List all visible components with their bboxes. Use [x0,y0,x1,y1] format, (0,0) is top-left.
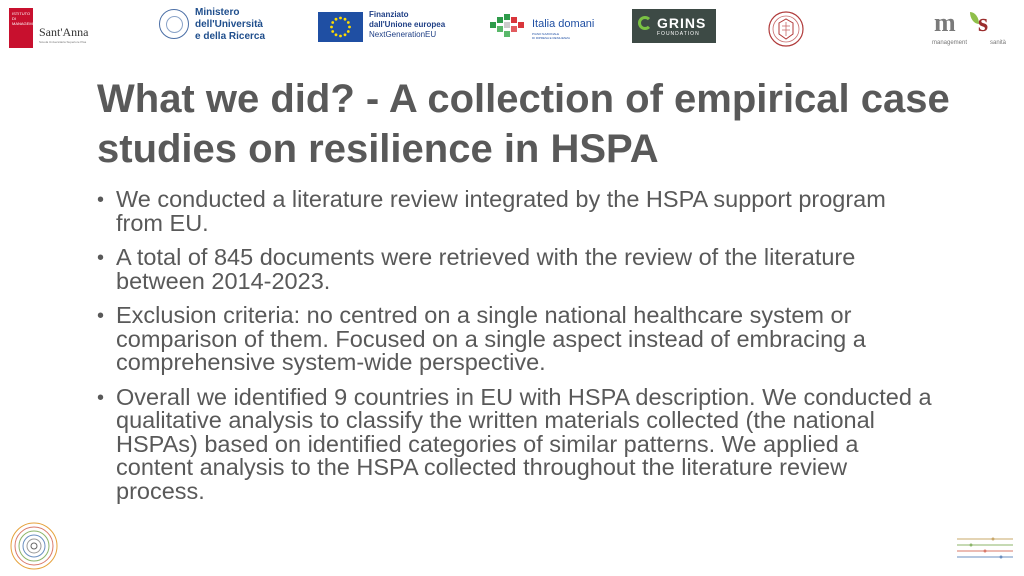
ministry-line-2: dell'Università [195,19,263,30]
university-seal-icon [764,10,808,48]
italia-domani-sub [532,32,570,40]
santanna-logo-red-block [9,8,41,48]
bullet-item: • We conducted a literature review integrated by the HSPA support program from EU. [97,188,937,235]
italia-sub-line-2: DI RIPRESA E RESILIENZA [532,36,571,40]
eu-line-3: NextGenerationEU [369,30,437,39]
decorative-lines-icon [957,537,1013,561]
santanna-name: Sant'Anna [39,25,89,39]
republic-emblem-icon [159,9,189,39]
italia-domani-name: Italia domani [532,18,595,30]
mes-letter-s: s [978,8,989,37]
mes-letter-m: m [934,8,956,37]
italia-domani-logo [488,10,602,42]
ministry-name [195,7,265,43]
bullet-item: • A total of 845 documents were retrieved with the review of the literature between 2014-2023. [97,246,937,293]
santanna-institute-line-2: DI MANAGEMENT [12,16,41,26]
ministry-line-1: Ministero [195,7,240,18]
eu-funding-logo [318,8,462,44]
grins-g-icon [638,16,652,30]
bullet-item: • Overall we identified 9 countries in EU with HSPA description. We conducted a qualitative analysis to classify the written materials collected (the national HSPAs) based on identified categories of similar patterns. We applied a content analysis to the HSPA collected throughout the literature review process. [97,386,937,504]
santanna-institute-line-1: ISTITUTO [12,11,31,16]
eu-funding-text [369,10,445,40]
mes-word-sanita: sanità [990,40,1007,46]
grins-name: GRINS [657,15,707,31]
slide-title: What we did? - A collection of empirical case studies on resilience in HSPA [97,77,950,171]
logo-bar [0,0,1024,56]
grins-sub: FOUNDATION [657,31,700,37]
mes-logo [930,8,1014,50]
italian-flag-pixels-icon [488,12,526,40]
bullet-item: • Exclusion criteria: no centred on a single national healthcare system or comparison of them. Focused on a single aspect instead of embracing a comprehensive system-wide perspective. [97,304,937,375]
ministry-line-3: e della Ricerca [195,31,266,42]
eu-line-2: dall'Unione europea [369,20,446,29]
ministry-logo [159,6,281,46]
grins-logo [632,9,716,43]
santanna-subtitle: Scuola Universitaria Superiore Pisa [39,40,87,44]
concentric-circles-icon [9,521,59,571]
italia-sub-line-1: PIANO NAZIONALE [532,32,560,36]
eu-line-1: Finanziato [369,10,409,19]
mes-word-management: management [932,40,968,46]
santanna-logo [9,8,111,48]
bullet-list [97,188,937,514]
eu-flag-icon [318,12,363,42]
